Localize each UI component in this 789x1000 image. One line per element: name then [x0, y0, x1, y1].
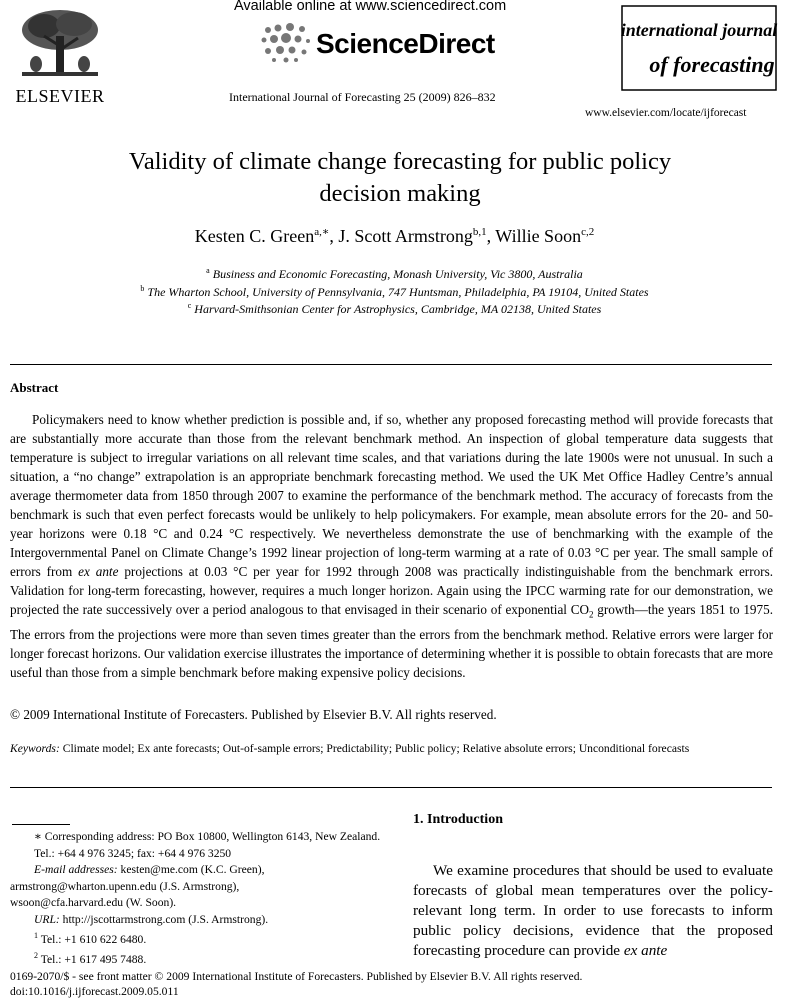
footnote-emails: E-mail addresses: kesten@me.com (K.C. Green),: [34, 863, 265, 876]
doi-link[interactable]: doi:10.1016/j.ijforecast.2009.05.011: [10, 985, 179, 998]
author-list: Kesten C. Green$^{a,∗}$, J. Scott Armstrong$^{b,1}$, Willie Soon$^{c,2}$: [194, 226, 595, 246]
journal-logo-line1: international journal: [620, 20, 778, 40]
keywords-text: Climate model; Ex ante forecasts; Out-of-sample errors; Predictability; Public policy; Relative absolute errors; Unconditional forecasts: [59, 742, 690, 755]
footnote-tel1: $^1$ Tel.: +1 610 622 6480.: [34, 931, 147, 946]
introduction-text: We examine procedures that should be used to evaluate forecasts of global mean temperatures over the policy-relevant long term. In order to use forecasts to inform public policy decisions, evidence that the proposed forecasting procedure can provide ex ante: [413, 862, 773, 959]
elsevier-wordmark: ELSEVIER: [15, 86, 105, 106]
author-name: J. Scott Armstrong: [338, 226, 473, 246]
keywords-label: Keywords:: [10, 742, 60, 755]
abstract-text: Policymakers need to know whether prediction is possible and, if so, whether any proposed forecasting method will provide forecasts that are substantially more accurate than those from the relevant benchmark method. An inspection of global temperature data suggests that temperature is subject to irregular variations on all relevant time scales, and that variations during the late 1900s were not unusual. In such a situation, a “no change” extrapolation is an appropriate benchmark forecasting method. We used the UK Met Office Hadley Centre’s annual average thermometer data from 1850 through 2007 to examine the performance of the benchmark method. The accuracy of forecasts from the benchmark is such that even perfect forecasts would be unlikely to help policymakers. For example, mean absolute errors for the 20- and 50-year horizons were 0.18 °C and 0.24 °C respectively. We nevertheless demonstrate the use of benchmarking with the example of the Intergovernmental Panel on Climate Change’s 1992 linear projection of long-term warming at a rate of 0.03 °C per year. The small sample of errors from ex ante projections at 0.03 °C per year for 1992 through 2008 was practically indistinguishable from the benchmark errors. Validation for long-term forecasting, however, requires a much longer horizon. Again using the IPCC warming rate for our demonstration, we projected the rate successively over a period analogous to that envisaged in their scenario of exponential $CO_2$ growth—the years 1851 to 1975. The errors from the projections were more than seven times greater than the errors from the benchmark method. Relative errors were larger for longer forecast horizons. Our validation exercise illustrates the importance of determining whether it is possible to obtain forecasts that are more useful than those from a simple benchmark before making expensive policy decisions.: [10, 412, 773, 680]
journal-citation: International Journal of Forecasting 25 (2009) 826–832: [229, 90, 496, 104]
author-name: Kesten C. Green: [194, 226, 315, 246]
author-mark[interactable]: c,2: [581, 226, 595, 238]
journal-url[interactable]: www.elsevier.com/locate/ijforecast: [585, 107, 747, 119]
sciencedirect-logo: [260, 22, 495, 66]
abstract-heading: Abstract: [10, 380, 59, 395]
article-title-line1: Validity of climate change forecasting for public policy: [128, 148, 672, 175]
abstract-top-rule: [10, 364, 772, 365]
footnote-email2[interactable]: armstrong@wharton.upenn.edu (J.S. Armstrong),: [10, 879, 240, 893]
affiliation-a: $^a$ Business and Economic Forecasting, Monash University, Vic 3800, Australia: [206, 266, 583, 281]
elsevier-logo: [10, 6, 110, 106]
footnotes: [10, 829, 385, 969]
available-online-text: Available online at www.sciencedirect.com: [234, 0, 507, 14]
url-link[interactable]: http://jscottarmstrong.com (J.S. Armstrong).: [59, 912, 269, 926]
author-name: Willie Soon: [495, 226, 582, 246]
author-mark[interactable]: a,∗: [314, 226, 330, 238]
journal-logo: [620, 4, 778, 92]
front-matter: [10, 969, 582, 999]
affiliation-c: $^c$ Harvard-Smithsonian Center for Astrophysics, Cambridge, MA 02138, United States: [187, 301, 602, 316]
footnote-rule: [12, 824, 70, 825]
section-heading-introduction: 1. Introduction: [413, 812, 503, 827]
footnote-url: URL: http://jscottarmstrong.com (J.S. Armstrong).: [34, 912, 269, 926]
article-title-line2: decision making: [319, 180, 481, 207]
author-mark[interactable]: b,1: [472, 226, 487, 238]
sciencedirect-wordmark: ScienceDirect: [316, 28, 495, 59]
sciencedirect-dots-icon: [260, 22, 312, 66]
email-link[interactable]: kesten@me.com (K.C. Green),: [117, 863, 265, 876]
footnote-tel2: $^2$ Tel.: +1 617 495 7488.: [34, 951, 147, 967]
elsevier-tree-icon: [14, 6, 106, 84]
abstract-copyright: © 2009 International Institute of Forecasters. Published by Elsevier B.V. All rights reserved.: [10, 707, 497, 722]
affiliation-b: $^b$ The Wharton School, University of Pennsylvania, 747 Huntsman, Philadelphia, PA 19104, United States: [140, 284, 649, 299]
footnote-email3[interactable]: wsoon@cfa.harvard.edu (W. Soon).: [10, 896, 177, 909]
article-title: [60, 146, 740, 210]
keywords-bottom-rule: [10, 787, 772, 788]
keywords: [10, 740, 773, 758]
front-matter-copyright: 0169-2070/$ - see front matter © 2009 International Institute of Forecasters. Published by Elsevier B.V. All rights reserved.: [10, 970, 583, 983]
footnote-corresponding: ∗ Corresponding address: PO Box 10800, Wellington 6143, New Zealand. Tel.: +64 4 976 3245; fax: +64 4 976 3250: [34, 830, 381, 860]
journal-logo-line2: of forecasting: [649, 52, 775, 77]
